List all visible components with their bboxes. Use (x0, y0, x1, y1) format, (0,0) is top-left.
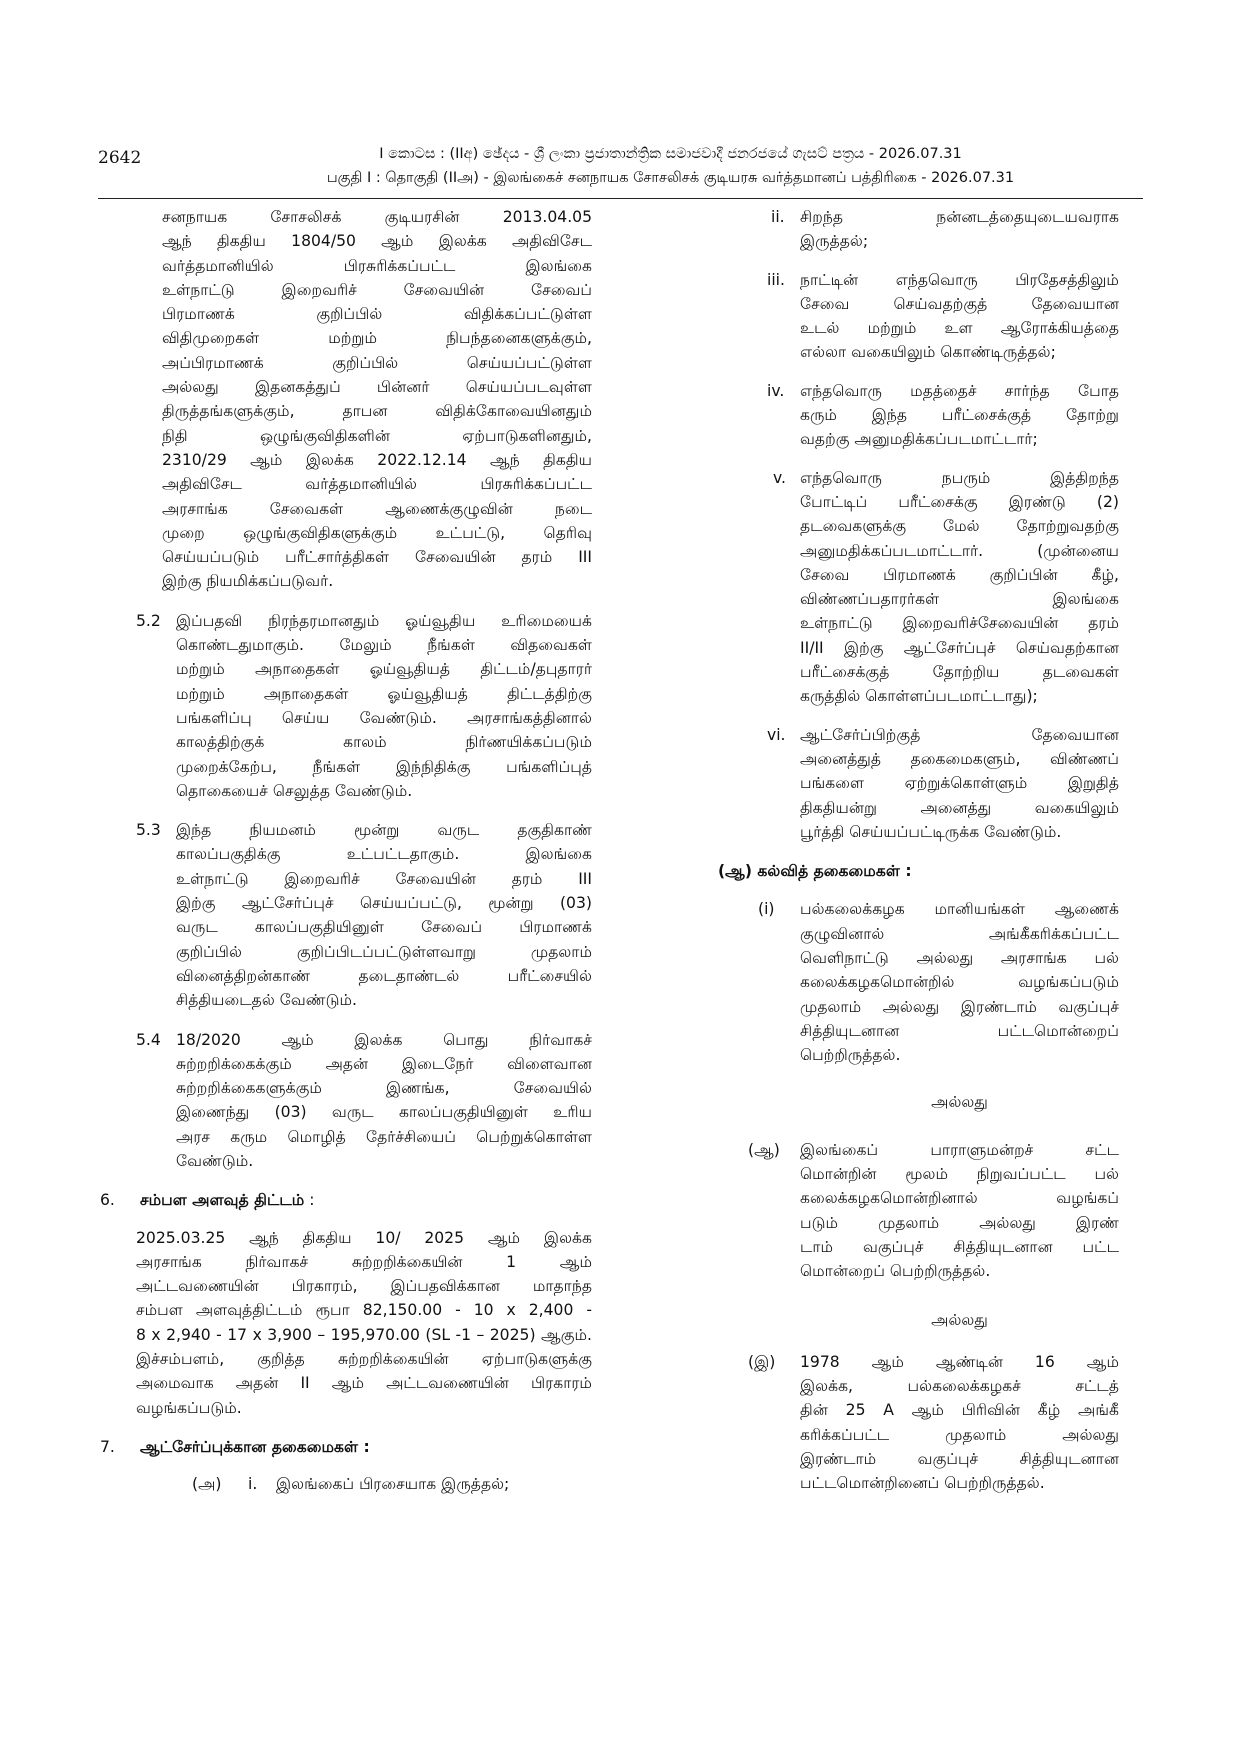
qualification-vi (767, 723, 1119, 844)
section-number: 5.3 (136, 821, 161, 840)
section-6 (100, 1188, 592, 1420)
text-line: முறைக்கேற்ப, நீங்கள் இந்நிதிக்கு பங்களிப்புத் (176, 757, 592, 776)
text-line: பங்களை ஏற்றுக்கொள்ளும் இறுதித் (800, 774, 1119, 793)
qualification-item-1 (192, 1472, 592, 1496)
text-line: குழுவினால் அங்கீகரிக்கப்பட்ட (800, 924, 1119, 943)
text-line: இந்த நியமனம் மூன்று வருட தகுதிகாண் (176, 821, 592, 840)
text-line: உள்நாட்டு இறைவரிச் சேவையின் தரம் III (176, 869, 592, 888)
text-line: மற்றும் அநாதைகள் ஓய்வூதியத் திட்டம்/தபுதாரர் (176, 660, 592, 679)
item-text: இலங்கைப் பிரசையாக இருத்தல்; (276, 1475, 510, 1494)
text-line: இலங்கைப் பாராளுமன்றச் சட்ட (800, 1140, 1119, 1159)
qualification-iv (767, 379, 1119, 452)
text-line: இருத்தல்; (800, 232, 869, 251)
text-line: முறை ஒழுங்குவிதிகளுக்கும் உட்பட்டு, தெரிவு (162, 523, 592, 542)
text-line: அனைத்துத் தகைமைகளும், விண்ணப் (800, 749, 1119, 768)
text-line: கலைக்கழகமொன்றில் வழங்கப்படும் (800, 973, 1119, 992)
text-line: அனுமதிக்கப்படமாட்டார். (முன்னைய (800, 541, 1119, 560)
text-line: வெளிநாட்டு அல்லது அரசாங்க பல் (800, 949, 1119, 968)
text-line: படும் முதலாம் அல்லது இரண் (800, 1213, 1119, 1232)
text-line: வினைத்திறன்காண் தடைதாண்டல் பரீட்சையில் (176, 966, 592, 985)
text-line: அரசாங்க சேவைகள் ஆணைக்குழுவின் நடை (162, 499, 592, 518)
text-line: மொன்றின் மூலம் நிறுவப்பட்ட பல் (800, 1165, 1119, 1184)
text-line: அட்டவணையின் பிரகாரம், இப்பதவிக்கான மாதாந்த (136, 1277, 592, 1296)
text-line: சுற்றறிக்கைக்கும் அதன் இடைநேர் விளைவான (176, 1054, 592, 1073)
text-line: சிறந்த நன்னடத்தையுடையவராக (800, 208, 1119, 226)
text-line: ஆந் திகதிய 1804/50 ஆம் இலக்க அதிவிசேட (162, 232, 592, 251)
text-line: அரச கரும மொழித் தேர்ச்சியைப் பெற்றுக்கொள்ள (176, 1127, 592, 1146)
text-line: பரீட்சைக்குத் தோற்றிய தடவைகள் (800, 663, 1119, 682)
item-number: (இ) (748, 1352, 776, 1371)
text-line: காலத்திற்குக் காலம் நிர்ணயிக்கப்படும் (176, 733, 592, 752)
section-heading: ஆட்சேர்ப்புக்கான தகைமைகள் : (140, 1437, 370, 1456)
text-line: தடவைகளுக்கு மேல் தோற்றுவதற்கு (800, 517, 1119, 536)
text-line: கலைக்கழகமொன்றினால் வழங்கப் (800, 1189, 1119, 1208)
section-5-2 (136, 609, 592, 803)
text-line: சுற்றறிக்கைகளுக்கும் இணங்க, சேவையில் (176, 1079, 592, 1098)
text-line: அல்லது இதனகத்துப் பின்னர் செய்யப்படவுள்ள (162, 378, 592, 397)
text-line: தின் 25 A ஆம் பிரிவின் கீழ் அங்கீ (800, 1401, 1119, 1420)
text-line: வர்த்தமானியில் பிரசுரிக்கப்பட்ட இலங்கை (162, 256, 592, 275)
text-line: அப்பிரமாணக் குறிப்பில் செய்யப்பட்டுள்ள (162, 353, 592, 372)
education-heading: (ஆ) கல்வித் தகைமைகள் : (718, 862, 912, 881)
section-heading: சம்பள அளவுத் திட்டம் (140, 1191, 305, 1210)
text-line: சம்பள அளவுத்திட்டம் ரூபா 82,150.00 - 10 x 2,400 - (136, 1301, 592, 1320)
text-line: குறிப்பில் குறிப்பிடப்பட்டுள்ளவாறு முதலாம் (176, 942, 592, 961)
text-line: கொண்டதுமாகும். மேலும் நீங்கள் விதவைகள் (176, 636, 592, 655)
text-line: சித்தியடைதல் வேண்டும். (176, 991, 358, 1010)
item-number: (ஆ) (748, 1140, 780, 1159)
item-number: ii. (771, 208, 785, 226)
qualification-iii (767, 268, 1119, 365)
text-line: நாட்டின் எந்தவொரு பிரதேசத்திலும் (800, 270, 1119, 289)
text-line: பிரமாணக் குறிப்பில் விதிக்கப்பட்டுள்ள (162, 305, 592, 324)
or-separator: அல்லது (931, 1092, 988, 1111)
page-number: 2642 (98, 148, 142, 168)
text-line: சேவை பிரமாணக் குறிப்பின் கீழ், (800, 565, 1119, 584)
text-line: இப்பதவி நிரந்தரமானதும் ஓய்வூதிய உரிமையைக் (176, 611, 592, 630)
text-line: வேண்டும். (176, 1151, 254, 1170)
text-line: உள்நாட்டு இறைவரிச் சேவையின் சேவைப் (162, 280, 592, 299)
text-line: போட்டிப் பரீட்சைக்கு இரண்டு (2) (800, 492, 1119, 511)
header-tamil: பகுதி I : தொகுதி (IIஅ) - இலங்கைச் சனநாயக சோசலிசக் குடியரசு வர்த்தமானப் பத்திரிகை - 2026.07.31 (326, 170, 1015, 186)
qualification-v (773, 466, 1119, 709)
item-number: vi. (767, 725, 786, 744)
item-label: (அ) (192, 1475, 222, 1494)
text-line: பெற்றிருத்தல். (800, 1046, 901, 1065)
text-line: காலப்பகுதிக்கு உட்பட்டதாகும். இலங்கை (176, 845, 592, 864)
text-line: பல்கலைக்கழக மானியங்கள் ஆணைக் (800, 900, 1119, 919)
education-option-aa (748, 1138, 1119, 1284)
text-line: கரும் இந்த பரீட்சைக்குத் தோற்று (800, 406, 1119, 425)
text-line: ஆட்சேர்ப்பிற்குத் தேவையான (800, 725, 1119, 744)
item-number: (i) (758, 900, 775, 919)
text-line: மற்றும் அநாதைகள் ஓய்வூதியத் திட்டத்திற்கு (176, 684, 592, 703)
item-number: iii. (767, 270, 785, 289)
text-line: விண்ணப்பதாரர்கள் இலங்கை (800, 590, 1119, 609)
text-line: 18/2020 ஆம் இலக்க பொது நிர்வாகச் (176, 1030, 592, 1049)
section-5-4 (136, 1028, 592, 1174)
education-option-i-tamil (748, 1350, 1119, 1496)
text-line: இலக்க, பல்கலைக்கழகச் சட்டத் (800, 1377, 1119, 1396)
text-line: 1978 ஆம் ஆண்டின் 16 ஆம் (800, 1352, 1119, 1371)
text-line: இற்கு நியமிக்கப்படுவர். (162, 572, 334, 591)
text-line: செய்யப்படும் பரீட்சார்த்திகள் சேவையின் தரம் III (162, 548, 592, 567)
section-5-3 (136, 818, 592, 1012)
text-line: மொன்றைப் பெற்றிருத்தல். (800, 1262, 991, 1281)
text-line: நிதி ஒழுங்குவிதிகளின் ஏற்பாடுகளினதும், (162, 426, 592, 445)
text-line: சித்தியுடனான பட்டமொன்றைப் (800, 1021, 1119, 1040)
header-sinhala: I කොටස : (IIඅ) ඡේදය - ශ්‍රී ලංකා ප්‍රජාතාන්ත්‍රික සමාජවාදී ජනරජයේ ගැසට් පත්‍රය - 2026.07.31 (379, 146, 962, 162)
text-line: கருத்தில் கொள்ளப்படமாட்டாது); (800, 687, 1038, 706)
text-line: எந்தவொரு நபரும் இத்திறந்த (800, 468, 1119, 487)
text-line: உள்நாட்டு இறைவரிச்சேவையின் தரம் (800, 614, 1119, 633)
section-number: 6. (100, 1191, 115, 1210)
section-number: 5.4 (136, 1030, 161, 1049)
text-line: 2025.03.25 ஆந் திகதிய 10/ 2025 ஆம் இலக்க (136, 1228, 592, 1247)
text-line: விதிமுறைகள் மற்றும் நிபந்தனைகளுக்கும், (162, 329, 592, 348)
text-line: பங்களிப்பு செய்ய வேண்டும். அரசாங்கத்தினால் (176, 708, 592, 727)
section-number: 7. (100, 1437, 115, 1456)
text-line: சேவை செய்வதற்குத் தேவையான (800, 294, 1119, 313)
right-column (718, 205, 1119, 1496)
text-line: உடல் மற்றும் உள ஆரோக்கியத்தை (800, 319, 1119, 338)
heading-colon: : (304, 1191, 315, 1210)
text-line: பூர்த்தி செய்யப்பட்டிருக்க வேண்டும். (800, 822, 1062, 841)
text-line: வதற்கு அனுமதிக்கப்படமாட்டார்; (800, 430, 1038, 449)
salary-paragraph (136, 1226, 592, 1420)
text-line: அரசாங்க நிர்வாகச் சுற்றறிக்கையின் 1 ஆம் (136, 1252, 592, 1271)
qualification-ii (771, 205, 1119, 254)
text-line: II/II இற்கு ஆட்சேர்ப்புச் செய்வதற்கான (800, 638, 1119, 657)
section-number: 5.2 (136, 611, 161, 630)
text-line: இணைந்து (03) வருட காலப்பகுதியினுள் உரிய (176, 1103, 592, 1122)
text-line: இற்கு ஆட்சேர்ப்புச் செய்யப்பட்டு, மூன்று (03) (176, 894, 592, 913)
text-line: எல்லா வகையிலும் கொண்டிருத்தல்; (800, 343, 1056, 362)
text-line: பட்டமொன்றினைப் பெற்றிருத்தல். (800, 1474, 1045, 1493)
text-line: தொகையைச் செலுத்த வேண்டும். (176, 781, 413, 800)
text-line: 8 x 2,940 - 17 x 3,900 – 195,970.00 (SL -1 – 2025) ஆகும். (136, 1325, 592, 1344)
text-line: முதலாம் அல்லது இரண்டாம் வகுப்புச் (800, 997, 1119, 1016)
text-line: அமைவாக அதன் II ஆம் அட்டவணையின் பிரகாரம் (136, 1374, 592, 1393)
item-number: iv. (767, 381, 785, 400)
item-number: v. (773, 468, 786, 487)
left-column (100, 205, 592, 1497)
section-7 (100, 1435, 592, 1497)
text-line: எந்தவொரு மதத்தைச் சார்ந்த போத (800, 381, 1119, 400)
text-line: திகதியன்று அனைத்து வகையிலும் (800, 798, 1119, 817)
text-line: சனநாயக சோசலிசக் குடியரசின் 2013.04.05 (162, 208, 592, 226)
text-line: இச்சம்பளம், குறித்த சுற்றறிக்கையின் ஏற்பாடுகளுக்கு (136, 1350, 592, 1369)
item-sub-number: i. (248, 1475, 258, 1494)
text-line: வழங்கப்படும். (136, 1398, 242, 1417)
text-line: அதிவிசேட வர்த்தமானியில் பிரசுரிக்கப்பட்ட (162, 475, 592, 494)
header-rule (98, 198, 1143, 199)
text-line: இரண்டாம் வகுப்புச் சித்தியுடனான (800, 1450, 1119, 1469)
text-line: வருட காலப்பகுதியினுள் சேவைப் பிரமாணக் (176, 918, 592, 937)
intro-paragraph (162, 205, 592, 594)
text-line: திருத்தங்களுக்கும், தாபன விதிக்கோவையினதும் (162, 402, 592, 421)
text-line: கரிக்கப்பட்ட முதலாம் அல்லது (800, 1425, 1119, 1444)
education-option-i (758, 897, 1119, 1067)
text-line: 2310/29 ஆம் இலக்க 2022.12.14 ஆந் திகதிய (162, 450, 592, 469)
or-separator: அல்லது (931, 1310, 988, 1329)
text-line: டாம் வகுப்புச் சித்தியுடனான பட்ட (800, 1237, 1119, 1256)
